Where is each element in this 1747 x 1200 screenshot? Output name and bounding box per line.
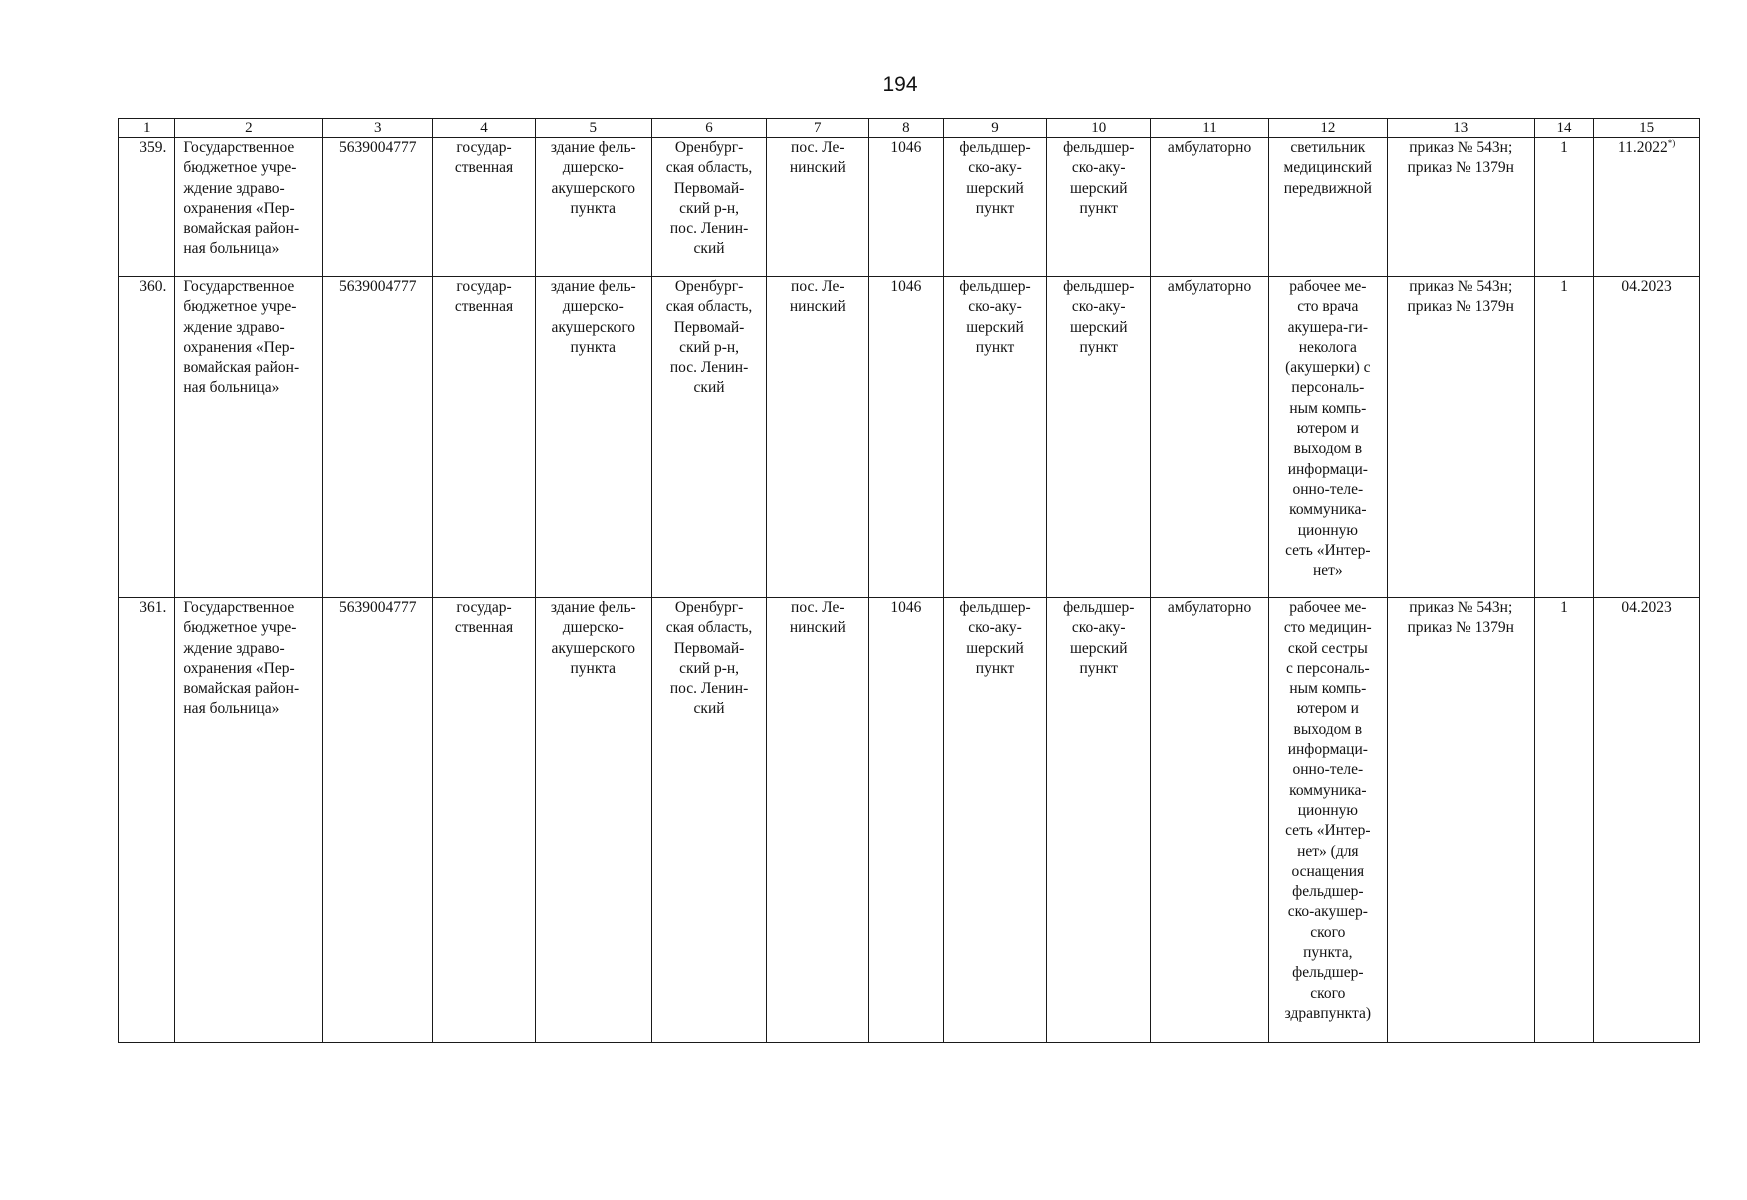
unit-name-line: фельдшер-: [1063, 139, 1135, 156]
equipment-line: ционную: [1297, 801, 1358, 819]
ownership-line: ственная: [454, 619, 514, 637]
ownership-line: государ-: [456, 139, 512, 156]
unit-name-line: пункт: [1079, 338, 1118, 356]
address-line: пос. Ленин-: [669, 680, 749, 698]
building-line: акушерского: [551, 179, 636, 197]
inn-text: 5639004777: [339, 599, 417, 616]
organization-line: бюджетное учре-: [183, 159, 297, 177]
code-text: 1046: [890, 139, 922, 156]
date-text: 04.2023: [1621, 599, 1672, 616]
quantity-cell: [1534, 138, 1593, 277]
ownership-line: государ-: [456, 599, 512, 616]
equipment-line: (акушерки) с: [1285, 359, 1371, 377]
address-cell: [651, 277, 767, 598]
equipment-line: персональ-: [1291, 379, 1365, 397]
address-line: ский р-н,: [679, 659, 740, 677]
code-text: 1046: [890, 599, 922, 616]
column-number: 6: [651, 119, 767, 138]
unit-type-line: шерский: [966, 318, 1024, 336]
equipment-line: ского: [1310, 984, 1346, 1002]
organization-cell: [175, 277, 323, 598]
column-number: 12: [1268, 119, 1387, 138]
organization-line: Государственное: [183, 599, 295, 616]
registry-table: [118, 118, 1700, 1043]
unit-name-line: пункт: [1079, 199, 1118, 217]
organization-line: вомайская район-: [183, 220, 300, 238]
column-number: 7: [767, 119, 869, 138]
locality-line: пос. Ле-: [791, 278, 845, 295]
unit-type-line: пункт: [975, 199, 1015, 217]
address-line: Оренбург-: [674, 139, 744, 156]
unit-type-line: ско-аку-: [968, 619, 1022, 637]
locality-line: нинский: [789, 159, 846, 177]
column-number: 14: [1534, 119, 1593, 138]
quantity-text: 1: [1560, 599, 1568, 616]
organization-cell: [175, 598, 323, 1043]
building-cell: [535, 277, 651, 598]
order-line: приказ № 543н;: [1409, 139, 1513, 156]
page-number: 194: [882, 73, 918, 96]
organization-line: охранения «Пер-: [183, 338, 295, 356]
building-cell: [535, 598, 651, 1043]
locality-line: пос. Ле-: [791, 599, 845, 616]
date-cell: [1594, 138, 1700, 277]
table-row: [119, 598, 1700, 1043]
address-line: Оренбург-: [674, 278, 744, 295]
column-number: 5: [535, 119, 651, 138]
order-line: приказ № 543н;: [1409, 599, 1513, 616]
conditions-cell: [1151, 598, 1269, 1043]
column-number-row: [119, 119, 1700, 138]
address-line: пос. Ленин-: [669, 220, 749, 238]
conditions-cell: [1151, 277, 1269, 598]
address-line: Оренбург-: [674, 599, 744, 616]
equipment-line: рабочее ме-: [1289, 278, 1367, 295]
column-number: 13: [1387, 119, 1534, 138]
date-text: 11.2022: [1617, 139, 1668, 156]
equipment-line: выходом в: [1293, 720, 1363, 738]
equipment-line: ютером и: [1296, 700, 1359, 718]
column-number: 2: [175, 119, 323, 138]
order-cell: [1387, 138, 1534, 277]
code-cell: [869, 598, 944, 1043]
unit-type-line: ско-аку-: [968, 298, 1022, 316]
ownership-line: ственная: [454, 159, 514, 177]
equipment-line: здравпункта): [1284, 1004, 1371, 1022]
code-cell: [869, 138, 944, 277]
inn-text: 5639004777: [339, 139, 417, 156]
equipment-line: пункта,: [1303, 944, 1353, 962]
unit-type-line: шерский: [966, 179, 1024, 197]
equipment-line: сеть «Интер-: [1285, 822, 1371, 840]
order-cell: [1387, 598, 1534, 1043]
organization-line: Государственное: [183, 278, 295, 295]
unit-name-line: ско-аку-: [1071, 159, 1126, 177]
column-number: 10: [1047, 119, 1151, 138]
row-number-text: 360.: [139, 278, 167, 295]
column-number: 3: [323, 119, 433, 138]
unit-type-line: пункт: [975, 338, 1015, 356]
equipment-line: ным компь-: [1289, 399, 1367, 417]
unit-name-cell: [1047, 277, 1151, 598]
address-line: ская область,: [665, 298, 753, 316]
organization-line: вомайская район-: [183, 359, 300, 377]
column-number: 11: [1151, 119, 1269, 138]
unit-type-line: шерский: [966, 639, 1024, 657]
address-line: ский р-н,: [679, 199, 740, 217]
equipment-line: ско-акушер-: [1287, 903, 1368, 921]
row-number-cell: [119, 598, 175, 1043]
address-line: Первомай-: [673, 179, 745, 197]
equipment-line: неколога: [1298, 338, 1357, 356]
address-line: ская область,: [665, 619, 753, 637]
column-number: 4: [433, 119, 536, 138]
address-line: пос. Ленин-: [669, 359, 749, 377]
building-line: пункта: [570, 338, 617, 356]
address-line: ский: [693, 700, 725, 718]
ownership-line: ственная: [454, 298, 514, 316]
equipment-line: онно-теле-: [1292, 480, 1364, 498]
equipment-line: сто врача: [1297, 298, 1359, 316]
order-line: приказ № 1379н: [1407, 619, 1514, 637]
building-line: дшерско-: [562, 298, 624, 316]
equipment-line: акушера-ги-: [1287, 318, 1369, 336]
date-cell: [1594, 598, 1700, 1043]
equipment-line: ского: [1310, 923, 1346, 941]
code-text: 1046: [890, 278, 922, 295]
inn-cell: [323, 277, 433, 598]
equipment-line: информаци-: [1287, 741, 1368, 759]
locality-cell: [767, 598, 869, 1043]
table-row: [119, 277, 1700, 598]
equipment-line: нет»: [1312, 562, 1343, 580]
conditions-text: амбулаторно: [1167, 599, 1252, 616]
quantity-text: 1: [1560, 139, 1568, 156]
equipment-cell: [1268, 277, 1387, 598]
organization-line: ная больница»: [183, 379, 280, 397]
inn-text: 5639004777: [339, 278, 417, 295]
unit-type-line: фельдшер-: [959, 278, 1031, 295]
row-number-text: 361.: [139, 599, 167, 616]
equipment-line: рабочее ме-: [1289, 599, 1367, 616]
unit-type-line: пункт: [975, 659, 1015, 677]
ownership-line: государ-: [456, 278, 512, 295]
column-number: 1: [119, 119, 175, 138]
building-line: здание фель-: [550, 139, 636, 156]
locality-cell: [767, 277, 869, 598]
equipment-cell: [1268, 598, 1387, 1043]
building-line: пункта: [570, 199, 617, 217]
equipment-line: коммуника-: [1289, 501, 1367, 519]
unit-type-line: фельдшер-: [959, 139, 1031, 156]
organization-line: охранения «Пер-: [183, 659, 295, 677]
column-number: 9: [943, 119, 1047, 138]
unit-name-line: фельдшер-: [1063, 599, 1135, 616]
building-line: здание фель-: [550, 278, 636, 295]
address-line: ский: [693, 240, 725, 258]
table-row: [119, 138, 1700, 277]
unit-type-cell: [943, 598, 1047, 1043]
unit-type-cell: [943, 277, 1047, 598]
organization-line: Государственное: [183, 139, 295, 156]
organization-line: ная больница»: [183, 700, 280, 718]
ownership-cell: [433, 598, 536, 1043]
row-number-cell: [119, 277, 175, 598]
organization-line: вомайская район-: [183, 680, 300, 698]
unit-name-line: ско-аку-: [1071, 619, 1126, 637]
locality-line: нинский: [789, 619, 846, 637]
equipment-line: передвижной: [1283, 179, 1372, 197]
quantity-text: 1: [1560, 278, 1568, 295]
building-line: здание фель-: [550, 599, 636, 616]
date-cell: [1594, 277, 1700, 598]
unit-type-line: фельдшер-: [959, 599, 1031, 616]
locality-line: пос. Ле-: [791, 139, 845, 156]
equipment-line: ным компь-: [1289, 680, 1367, 698]
conditions-text: амбулаторно: [1167, 139, 1252, 156]
quantity-cell: [1534, 598, 1593, 1043]
equipment-line: с персональ-: [1286, 659, 1370, 677]
address-line: Первомай-: [673, 639, 745, 657]
equipment-line: выходом в: [1293, 440, 1363, 458]
unit-type-cell: [943, 138, 1047, 277]
organization-line: ждение здраво-: [183, 179, 285, 197]
building-line: пункта: [570, 659, 617, 677]
unit-name-line: ско-аку-: [1071, 298, 1126, 316]
unit-name-line: фельдшер-: [1063, 278, 1135, 295]
equipment-line: сто медицин-: [1283, 619, 1372, 637]
inn-cell: [323, 598, 433, 1043]
building-line: дшерско-: [562, 619, 624, 637]
row-number-cell: [119, 138, 175, 277]
date-text: 04.2023: [1621, 278, 1672, 295]
code-cell: [869, 277, 944, 598]
address-line: ская область,: [665, 159, 753, 177]
ownership-cell: [433, 277, 536, 598]
address-line: Первомай-: [673, 318, 745, 336]
ownership-cell: [433, 138, 536, 277]
organization-line: бюджетное учре-: [183, 619, 297, 637]
order-line: приказ № 543н;: [1409, 278, 1513, 295]
unit-name-cell: [1047, 598, 1151, 1043]
conditions-text: амбулаторно: [1167, 278, 1252, 295]
equipment-line: фельдшер-: [1292, 883, 1364, 901]
order-cell: [1387, 277, 1534, 598]
unit-name-line: пункт: [1079, 659, 1118, 677]
column-number: 15: [1594, 119, 1700, 138]
locality-cell: [767, 138, 869, 277]
equipment-line: ционную: [1297, 521, 1358, 539]
unit-name-line: шерский: [1069, 179, 1128, 197]
equipment-line: информаци-: [1287, 460, 1368, 478]
footnote-mark: *): [1667, 137, 1676, 148]
equipment-line: медицинский: [1283, 159, 1373, 177]
equipment-line: ской сестры: [1287, 639, 1368, 657]
building-line: дшерско-: [562, 159, 624, 177]
equipment-line: фельдшер-: [1292, 964, 1364, 982]
organization-line: ная больница»: [183, 240, 280, 258]
quantity-cell: [1534, 277, 1593, 598]
address-cell: [651, 598, 767, 1043]
inn-cell: [323, 138, 433, 277]
equipment-line: онно-теле-: [1292, 761, 1364, 779]
equipment-line: ютером и: [1296, 420, 1359, 438]
equipment-line: сеть «Интер-: [1285, 541, 1371, 559]
equipment-cell: [1268, 138, 1387, 277]
organization-line: ждение здраво-: [183, 639, 285, 657]
address-line: ский р-н,: [679, 338, 740, 356]
organization-line: охранения «Пер-: [183, 199, 295, 217]
address-cell: [651, 138, 767, 277]
order-line: приказ № 1379н: [1407, 159, 1514, 177]
building-line: акушерского: [551, 318, 636, 336]
building-cell: [535, 138, 651, 277]
row-number-text: 359.: [139, 139, 167, 156]
address-line: ский: [693, 379, 725, 397]
equipment-line: оснащения: [1291, 862, 1365, 880]
equipment-line: нет» (для: [1297, 842, 1359, 860]
unit-name-cell: [1047, 138, 1151, 277]
column-number: 8: [869, 119, 944, 138]
equipment-line: коммуника-: [1289, 781, 1367, 799]
unit-name-line: шерский: [1069, 639, 1128, 657]
locality-line: нинский: [789, 298, 846, 316]
conditions-cell: [1151, 138, 1269, 277]
order-line: приказ № 1379н: [1407, 298, 1514, 316]
building-line: акушерского: [551, 639, 636, 657]
equipment-line: светильник: [1290, 139, 1366, 156]
organization-line: ждение здраво-: [183, 318, 285, 336]
unit-name-line: шерский: [1069, 318, 1128, 336]
organization-line: бюджетное учре-: [183, 298, 297, 316]
organization-cell: [175, 138, 323, 277]
unit-type-line: ско-аку-: [968, 159, 1022, 177]
